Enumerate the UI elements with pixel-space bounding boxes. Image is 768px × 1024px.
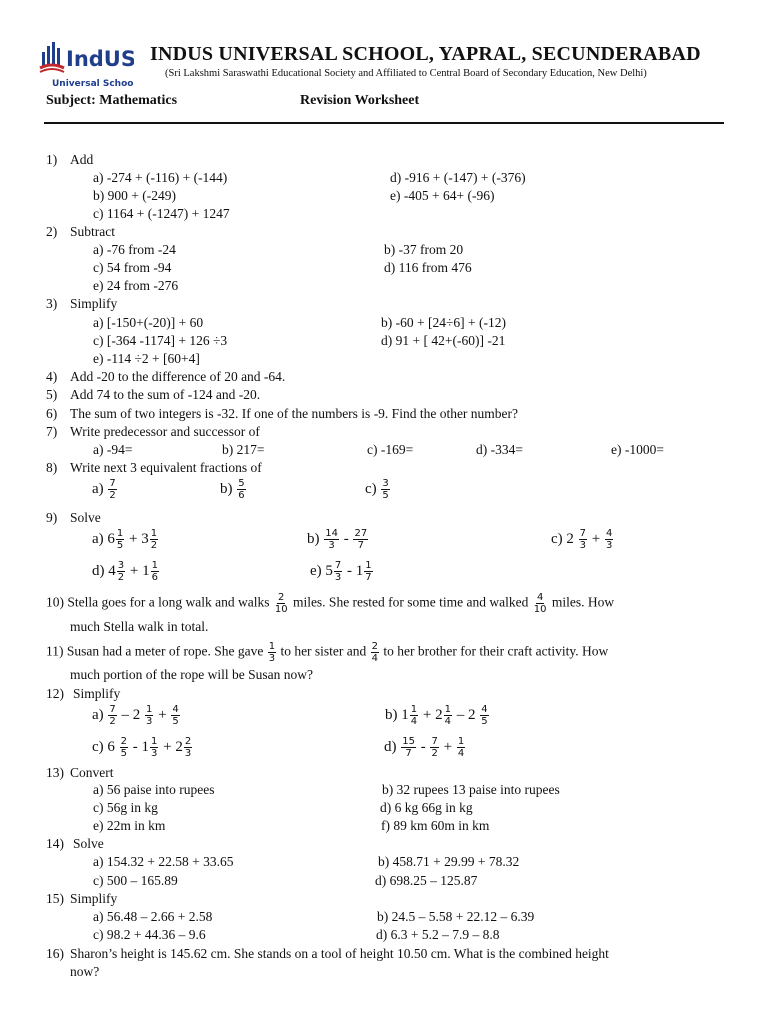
q2-number: 2) [46, 224, 58, 239]
q6-number: 6) [46, 406, 58, 421]
q3-c: c) [-364 -1174] + 126 ÷3 [93, 333, 228, 348]
affiliation-text: (Sri Lakshmi Saraswathi Educational Society and Affiliated to Central Board of Secondary Education, New Delhi) [165, 68, 647, 79]
denominator: 4 [444, 716, 451, 727]
subject-label: Subject: Mathematics [46, 93, 178, 108]
fraction [184, 736, 192, 759]
q9-number: 9) [46, 510, 58, 525]
q14-b: b) 458.71 + 29.99 + 78.32 [378, 854, 520, 869]
operator: - [339, 530, 353, 547]
denominator: 5 [116, 540, 124, 551]
q3-d: d) 91 + [ 42+(-60)] -21 [381, 333, 506, 348]
q9-b [307, 528, 369, 551]
numerator: 15 [402, 736, 415, 747]
fraction [117, 560, 125, 583]
numerator: 3 [117, 560, 125, 571]
fraction [268, 641, 276, 664]
fraction [150, 736, 158, 759]
denominator: 3 [184, 748, 192, 759]
q7-e: e) -1000= [611, 442, 664, 457]
q12-b [385, 704, 490, 727]
q9-d [92, 560, 160, 583]
q9-a-whole: a) 6 [92, 530, 115, 547]
q3-number: 3) [46, 296, 58, 311]
q15-b: b) 24.5 – 5.58 + 22.12 – 6.39 [377, 909, 535, 924]
denominator: 6 [151, 572, 158, 583]
q7-number: 7) [46, 424, 58, 439]
denominator: 10 [274, 604, 288, 615]
denominator: 2 [109, 716, 116, 727]
q1-a: a) -274 + (-116) + (-144) [93, 170, 228, 185]
q4-text: Add -20 to the difference of 20 and -64. [70, 369, 286, 384]
operator: – 2 [452, 706, 480, 723]
fraction [410, 704, 418, 727]
q12-d [384, 736, 466, 759]
q8-text: Write next 3 equivalent fractions of [70, 460, 262, 475]
fraction [274, 592, 289, 615]
q13-e: e) 22m in km [93, 818, 166, 833]
q12-number: 12) [46, 686, 64, 701]
q15-a: a) 56.48 – 2.66 + 2.58 [93, 909, 213, 924]
q15-c: c) 98.2 + 44.36 – 9.6 [93, 927, 206, 942]
operator: + [588, 530, 604, 547]
q14-d: d) 698.25 – 125.87 [375, 873, 478, 888]
q8-number: 8) [46, 460, 58, 475]
q16-text: Sharon’s height is 145.62 cm. She stands on a tool of height 10.50 cm. What is the combined height [70, 946, 609, 961]
q11-number: 11) [46, 643, 64, 659]
operator: - 1 [129, 738, 150, 755]
numerator: 7 [334, 560, 342, 571]
operator: + 1 [126, 562, 150, 579]
q8-c [365, 478, 391, 501]
operator: + [439, 738, 456, 755]
fraction [353, 528, 368, 551]
q9-d-whole: d) 4 [92, 562, 116, 579]
denominator: 3 [151, 748, 158, 759]
numerator: 2 [371, 641, 379, 652]
q8-c-label: c) [365, 480, 377, 497]
q9-e [310, 560, 374, 583]
q13-text: Convert [70, 765, 114, 780]
numerator: 4 [536, 592, 544, 603]
q9-text: Solve [70, 510, 101, 525]
fraction [151, 560, 159, 583]
q11-line2: much portion of the rope will be Susan now? [70, 667, 313, 682]
fraction [371, 641, 379, 664]
q1-d: d) -916 + (-147) + (-376) [390, 170, 526, 185]
q8-c-fraction [381, 478, 389, 501]
q4-number: 4) [46, 369, 58, 384]
q2-text: Subtract [70, 224, 115, 239]
q7-c: c) -169= [367, 442, 414, 457]
denominator: 2 [150, 540, 158, 551]
fraction [120, 736, 128, 759]
numerator: 2 [184, 736, 192, 747]
header-divider [44, 122, 724, 124]
q14-a: a) 154.32 + 22.58 + 33.65 [93, 854, 234, 869]
numerator: 1 [151, 560, 158, 571]
operator: + 2 [419, 706, 443, 723]
numerator: 5 [238, 478, 245, 489]
q9-e-whole: e) 5 [310, 562, 333, 579]
q12-d-label: d) [384, 738, 397, 755]
q9-c-whole: c) 2 [551, 530, 574, 547]
q15-number: 15) [46, 891, 64, 906]
fraction [150, 528, 158, 551]
q2-c: c) 54 from -94 [93, 260, 172, 275]
fraction [116, 528, 124, 551]
school-logo [38, 38, 134, 94]
numerator: 1 [365, 560, 372, 571]
logo-subtext: Universal School [52, 79, 134, 89]
school-name: INDUS UNIVERSAL SCHOOL, YAPRAL, SECUNDERABAD [150, 43, 701, 65]
q10-text-2: miles. She rested for some time and walked [292, 594, 529, 610]
logo-wordmark: IndUS [66, 47, 134, 71]
operator: – 2 [117, 706, 145, 723]
q2-a: a) -76 from -24 [93, 242, 176, 257]
q7-a: a) -94= [93, 442, 133, 457]
denominator: 5 [382, 490, 389, 501]
q1-text: Add [70, 152, 94, 167]
denominator: 6 [238, 490, 245, 501]
operator: + 2 [159, 738, 183, 755]
q3-b: b) -60 + [24÷6] + (-12) [381, 315, 506, 330]
numerator: 7 [109, 704, 116, 715]
numerator: 4 [481, 704, 488, 715]
fraction [605, 528, 613, 551]
q13-f: f) 89 km 60m in km [381, 818, 490, 833]
denominator: 3 [146, 716, 153, 727]
q8-a-label: a) [92, 480, 104, 497]
denominator: 7 [357, 540, 365, 551]
numerator: 1 [268, 641, 276, 652]
denominator: 10 [533, 604, 547, 615]
denominator: 4 [457, 748, 465, 759]
q2-d: d) 116 from 476 [384, 260, 472, 275]
numerator: 4 [172, 704, 179, 715]
numerator: 1 [151, 736, 158, 747]
numerator: 1 [457, 736, 465, 747]
denominator: 4 [371, 653, 379, 664]
q1-c: c) 1164 + (-1247) + 1247 [93, 206, 230, 221]
fraction [334, 560, 342, 583]
q8-a-fraction [108, 478, 116, 501]
denominator: 7 [365, 572, 372, 583]
denominator: 2 [117, 572, 125, 583]
q15-d: d) 6.3 + 5.2 – 7.9 – 8.8 [376, 927, 500, 942]
q1-number: 1) [46, 152, 58, 167]
denominator: 4 [410, 716, 418, 727]
q11-text-1: Susan had a meter of rope. She gave [66, 643, 264, 659]
numerator: 1 [410, 704, 418, 715]
q11-text-3: to her brother for their craft activity. How [383, 643, 609, 659]
fraction [579, 528, 587, 551]
q1-b: b) 900 + (-249) [93, 188, 176, 203]
q13-a: a) 56 paise into rupees [93, 782, 215, 797]
denominator: 3 [334, 572, 342, 583]
operator: - 1 [343, 562, 364, 579]
q3-text: Simplify [70, 296, 118, 311]
numerator: 1 [116, 528, 124, 539]
numerator: 1 [444, 704, 451, 715]
q10-text-3: miles. How [551, 594, 615, 610]
q14-text: Solve [73, 836, 104, 851]
fraction [480, 704, 488, 727]
fraction [324, 528, 339, 551]
denominator: 7 [405, 748, 412, 759]
operator: + 3 [125, 530, 149, 547]
denominator: 3 [268, 653, 276, 664]
numerator: 27 [354, 528, 368, 539]
q7-text: Write predecessor and successor of [70, 424, 260, 439]
numerator: 4 [606, 528, 613, 539]
q10-line2: much Stella walk in total. [70, 619, 209, 634]
q9-a [92, 528, 159, 551]
q1-e: e) -405 + 64+ (-96) [390, 188, 495, 203]
q13-d: d) 6 kg 66g in kg [380, 800, 473, 815]
q5-number: 5) [46, 387, 58, 402]
numerator: 1 [150, 528, 158, 539]
denominator: 3 [579, 540, 587, 551]
q12-b-whole: b) 1 [385, 706, 409, 723]
q5-text: Add 74 to the sum of -124 and -20. [70, 387, 261, 402]
q12-c-whole: c) 6 [92, 738, 119, 755]
q13-number: 13) [46, 765, 64, 780]
denominator: 5 [120, 748, 128, 759]
operator: - [416, 738, 430, 755]
numerator: 7 [431, 736, 438, 747]
denominator: 5 [172, 716, 179, 727]
q16-line2: now? [70, 964, 100, 979]
worksheet-title: Revision Worksheet [300, 93, 420, 108]
fraction [145, 704, 153, 727]
operator: + [154, 706, 171, 723]
q15-text: Simplify [70, 891, 118, 906]
q3-e: e) -114 ÷2 + [60+4] [93, 351, 200, 366]
fraction [533, 592, 548, 615]
q10-line1 [46, 592, 614, 615]
q7-b: b) 217= [222, 442, 265, 457]
numerator: 3 [382, 478, 389, 489]
numerator: 2 [278, 592, 285, 603]
fraction [364, 560, 372, 583]
fraction [108, 704, 116, 727]
q11-text-2: to her sister and [280, 643, 367, 659]
numerator: 7 [109, 478, 116, 489]
q8-a [92, 478, 118, 501]
q12-text: Simplify [73, 686, 121, 701]
q9-b-label: b) [307, 530, 320, 547]
q16-number: 16) [46, 946, 64, 961]
q9-c [551, 528, 614, 551]
q13-b: b) 32 rupees 13 paise into rupees [382, 782, 560, 797]
q14-number: 14) [46, 836, 64, 851]
fraction [444, 704, 452, 727]
q7-d: d) -334= [476, 442, 523, 457]
numerator: 1 [146, 704, 153, 715]
q6-text: The sum of two integers is -32. If one of the numbers is -9. Find the other number? [70, 406, 519, 421]
q12-c [92, 736, 193, 759]
q12-a-label: a) [92, 706, 104, 723]
q8-b-label: b) [220, 480, 233, 497]
q13-c: c) 56g in kg [93, 800, 158, 815]
q3-a: a) [-150+(-20)] + 60 [93, 315, 204, 330]
denominator: 2 [431, 748, 438, 759]
denominator: 5 [481, 716, 488, 727]
q12-a [92, 704, 181, 727]
fraction [430, 736, 438, 759]
q2-e: e) 24 from -276 [93, 278, 179, 293]
denominator: 3 [328, 540, 335, 551]
numerator: 14 [325, 528, 338, 539]
q8-b-fraction [237, 478, 245, 501]
q11-line1 [46, 641, 608, 664]
numerator: 7 [579, 528, 587, 539]
fraction [401, 736, 416, 759]
numerator: 2 [120, 736, 128, 747]
q8-b [220, 478, 247, 501]
q10-number: 10) [46, 594, 64, 610]
q2-b: b) -37 from 20 [384, 242, 464, 257]
q10-text-1: Stella goes for a long walk and walks [67, 594, 270, 610]
fraction [171, 704, 179, 727]
q14-c: c) 500 – 165.89 [93, 873, 178, 888]
fraction [457, 736, 465, 759]
denominator: 3 [606, 540, 613, 551]
denominator: 2 [109, 490, 116, 501]
